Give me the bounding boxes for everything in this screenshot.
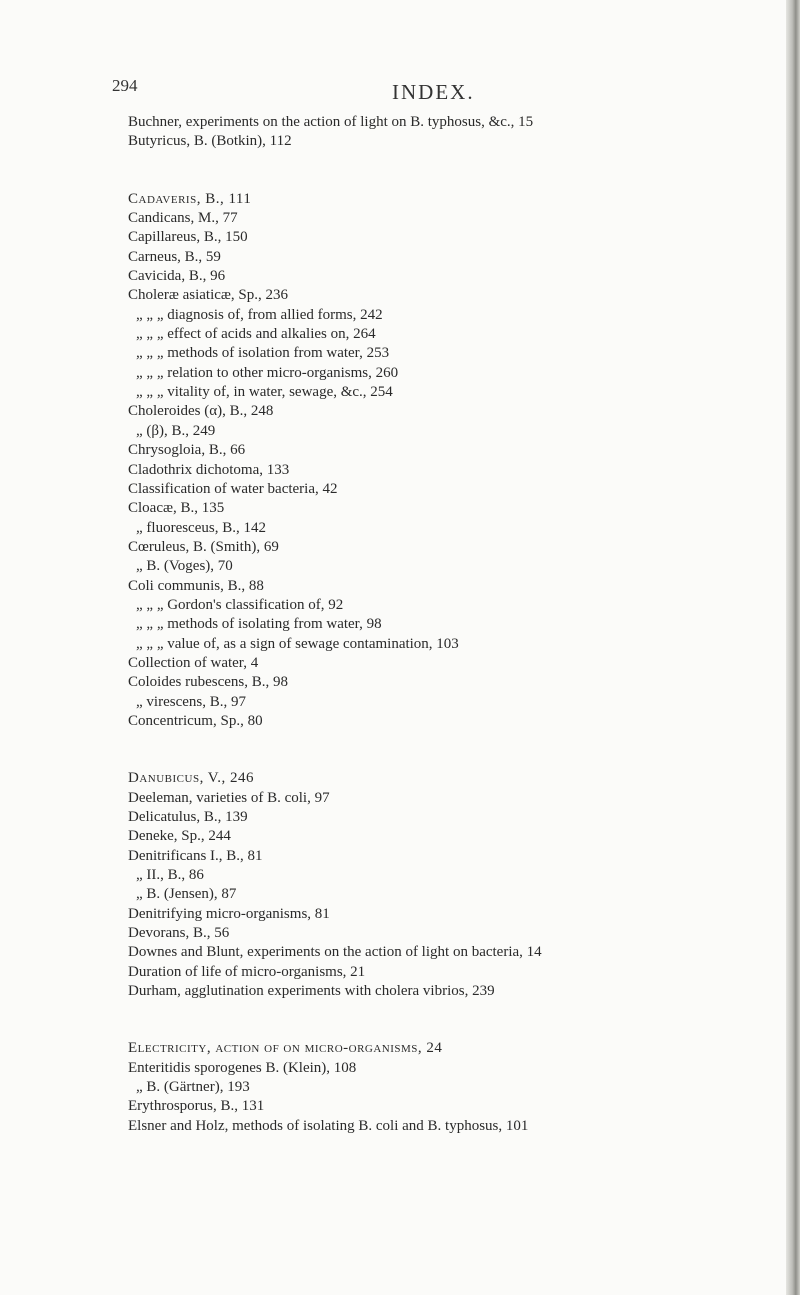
- index-subentry: „ „ „ vitality of, in water, sewage, &c., 254: [136, 384, 393, 401]
- index-subentry: „ B. (Voges), 70: [136, 558, 233, 575]
- index-subentry: „ B. (Gärtner), 193: [136, 1079, 250, 1096]
- index-subentry: „ „ „ methods of isolation from water, 253: [136, 345, 390, 362]
- page-edge-shadow: [786, 0, 800, 1295]
- index-entry: Cavicida, B., 96: [128, 268, 226, 285]
- index-entry: Enteritidis sporogenes B. (Klein), 108: [128, 1059, 357, 1076]
- index-entry: Cœruleus, B. (Smith), 69: [128, 538, 279, 555]
- index-subentry: „ „ „ diagnosis of, from allied forms, 242: [136, 306, 383, 323]
- index-subentry: „ virescens, B., 97: [136, 693, 246, 710]
- index-entry: Chrysogloia, B., 66: [128, 442, 246, 459]
- index-entry: Deneke, Sp., 244: [128, 828, 231, 845]
- index-entry: Carneus, B., 59: [128, 248, 221, 265]
- index-entry: Choleroides (α), B., 248: [128, 403, 274, 420]
- index-body: [128, 113, 778, 1136]
- index-subentry: „ B. (Jensen), 87: [136, 886, 237, 903]
- index-subentry: „ „ „ value of, as a sign of sewage contamination, 103: [136, 635, 459, 652]
- index-subentry: „ II., B., 86: [136, 867, 204, 884]
- index-entry: Coloides rubescens, B., 98: [128, 674, 288, 691]
- index-entry: Delicatulus, B., 139: [128, 809, 248, 825]
- index-entry: Denitrificans I., B., 81: [128, 847, 263, 864]
- index-entry: Coli communis, B., 88: [128, 577, 264, 594]
- index-entry: Electricity, action of on micro-organisms, 24: [128, 1040, 443, 1057]
- index-entry: Concentricum, Sp., 80: [128, 712, 263, 729]
- index-entry: Denitrifying micro-organisms, 81: [128, 905, 330, 922]
- index-entry: Devorans, B., 56: [128, 925, 230, 942]
- index-entry: Capillareus, B., 150: [128, 229, 248, 246]
- index-entry: Cadaveris, B., 111: [128, 190, 252, 207]
- index-entry: Classification of water bacteria, 42: [128, 480, 338, 497]
- index-entry: Deeleman, varieties of B. coli, 97: [128, 789, 330, 806]
- index-entry: Durham, agglutination experiments with cholera vibrios, 239: [128, 983, 495, 1000]
- index-entry: Erythrosporus, B., 131: [128, 1098, 265, 1115]
- running-head: INDEX.: [392, 80, 475, 104]
- index-entry: Choleræ asiaticæ, Sp., 236: [128, 287, 288, 304]
- index-entry: Cloacæ, B., 135: [128, 500, 225, 517]
- index-subentry: „ „ „ relation to other micro-organisms, 260: [136, 364, 399, 381]
- index-subentry: „ fluoresceus, B., 142: [136, 519, 266, 536]
- page-number: 294: [112, 76, 138, 95]
- index-subentry: „ „ „ methods of isolating from water, 98: [136, 616, 382, 633]
- index-entry: Duration of life of micro-organisms, 21: [128, 963, 366, 980]
- index-entry: Cladothrix dichotoma, 133: [128, 461, 290, 478]
- index-entry: Danubicus, V., 246: [128, 770, 254, 787]
- index-entry: Butyricus, B. (Botkin), 112: [128, 133, 292, 150]
- index-subentry: „ „ „ Gordon's classification of, 92: [136, 596, 344, 613]
- index-entry: Collection of water, 4: [128, 654, 259, 671]
- index-entry: Candicans, M., 77: [128, 210, 238, 227]
- index-entry: Buchner, experiments on the action of light on B. typhosus, &c., 15: [128, 114, 534, 130]
- index-subentry: „ (β), B., 249: [136, 422, 216, 439]
- index-subentry: „ „ „ effect of acids and alkalies on, 264: [136, 326, 376, 343]
- index-entry: Downes and Blunt, experiments on the action of light on bacteria, 14: [128, 944, 542, 961]
- index-entry: Elsner and Holz, methods of isolating B. coli and B. typhosus, 101: [128, 1117, 529, 1134]
